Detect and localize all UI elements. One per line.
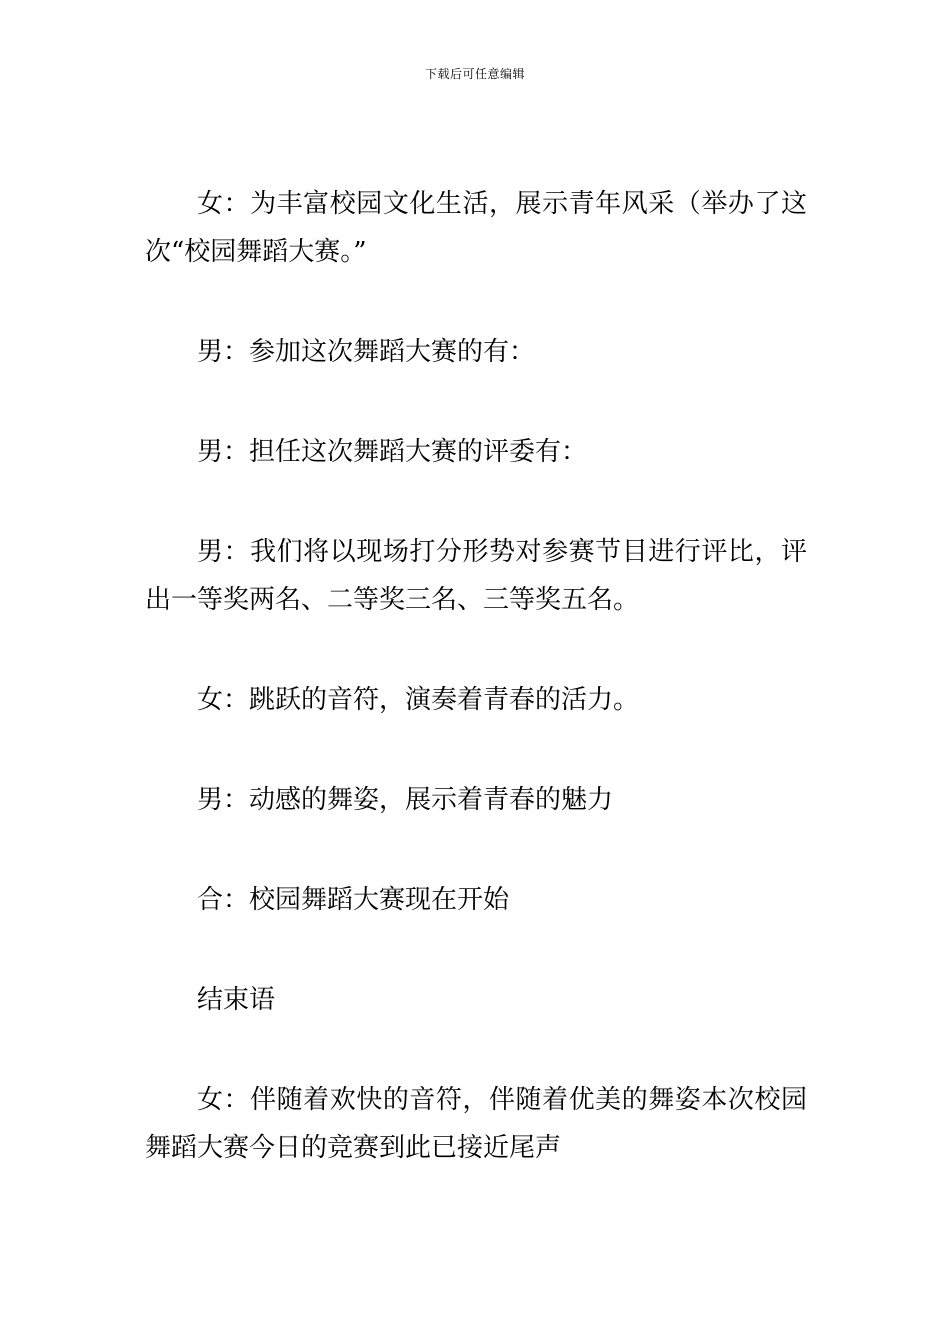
page-header: 下载后可任意编辑: [424, 67, 525, 81]
paragraph-participants: 男：参加这次舞蹈大赛的有：: [197, 337, 536, 367]
paragraph-start: 合：校园舞蹈大赛现在开始: [197, 885, 510, 915]
paragraph-closing: 女：伴随着欢快的音符，伴随着优美的舞姿本次校园舞蹈大赛今日的竞赛到此已接近尾声: [145, 1085, 807, 1163]
paragraph-judges: 男：担任这次舞蹈大赛的评委有：: [197, 437, 588, 467]
paragraph-dance: 男：动感的舞姿，展示着青春的魅力: [197, 785, 614, 815]
document-body: [145, 180, 807, 1172]
section-heading-closing: 结束语: [197, 985, 276, 1015]
paragraph-intro-female: 女：为丰富校园文化生活，展示青年风采（举办了这次“校园舞蹈大赛。”: [145, 189, 807, 267]
paragraph-notes: 女：跳跃的音符，演奏着青春的活力。: [197, 685, 640, 715]
paragraph-scoring: 男：我们将以现场打分形势对参赛节目进行评比，评出一等奖两名、二等奖三名、三等奖五名。: [145, 537, 807, 615]
